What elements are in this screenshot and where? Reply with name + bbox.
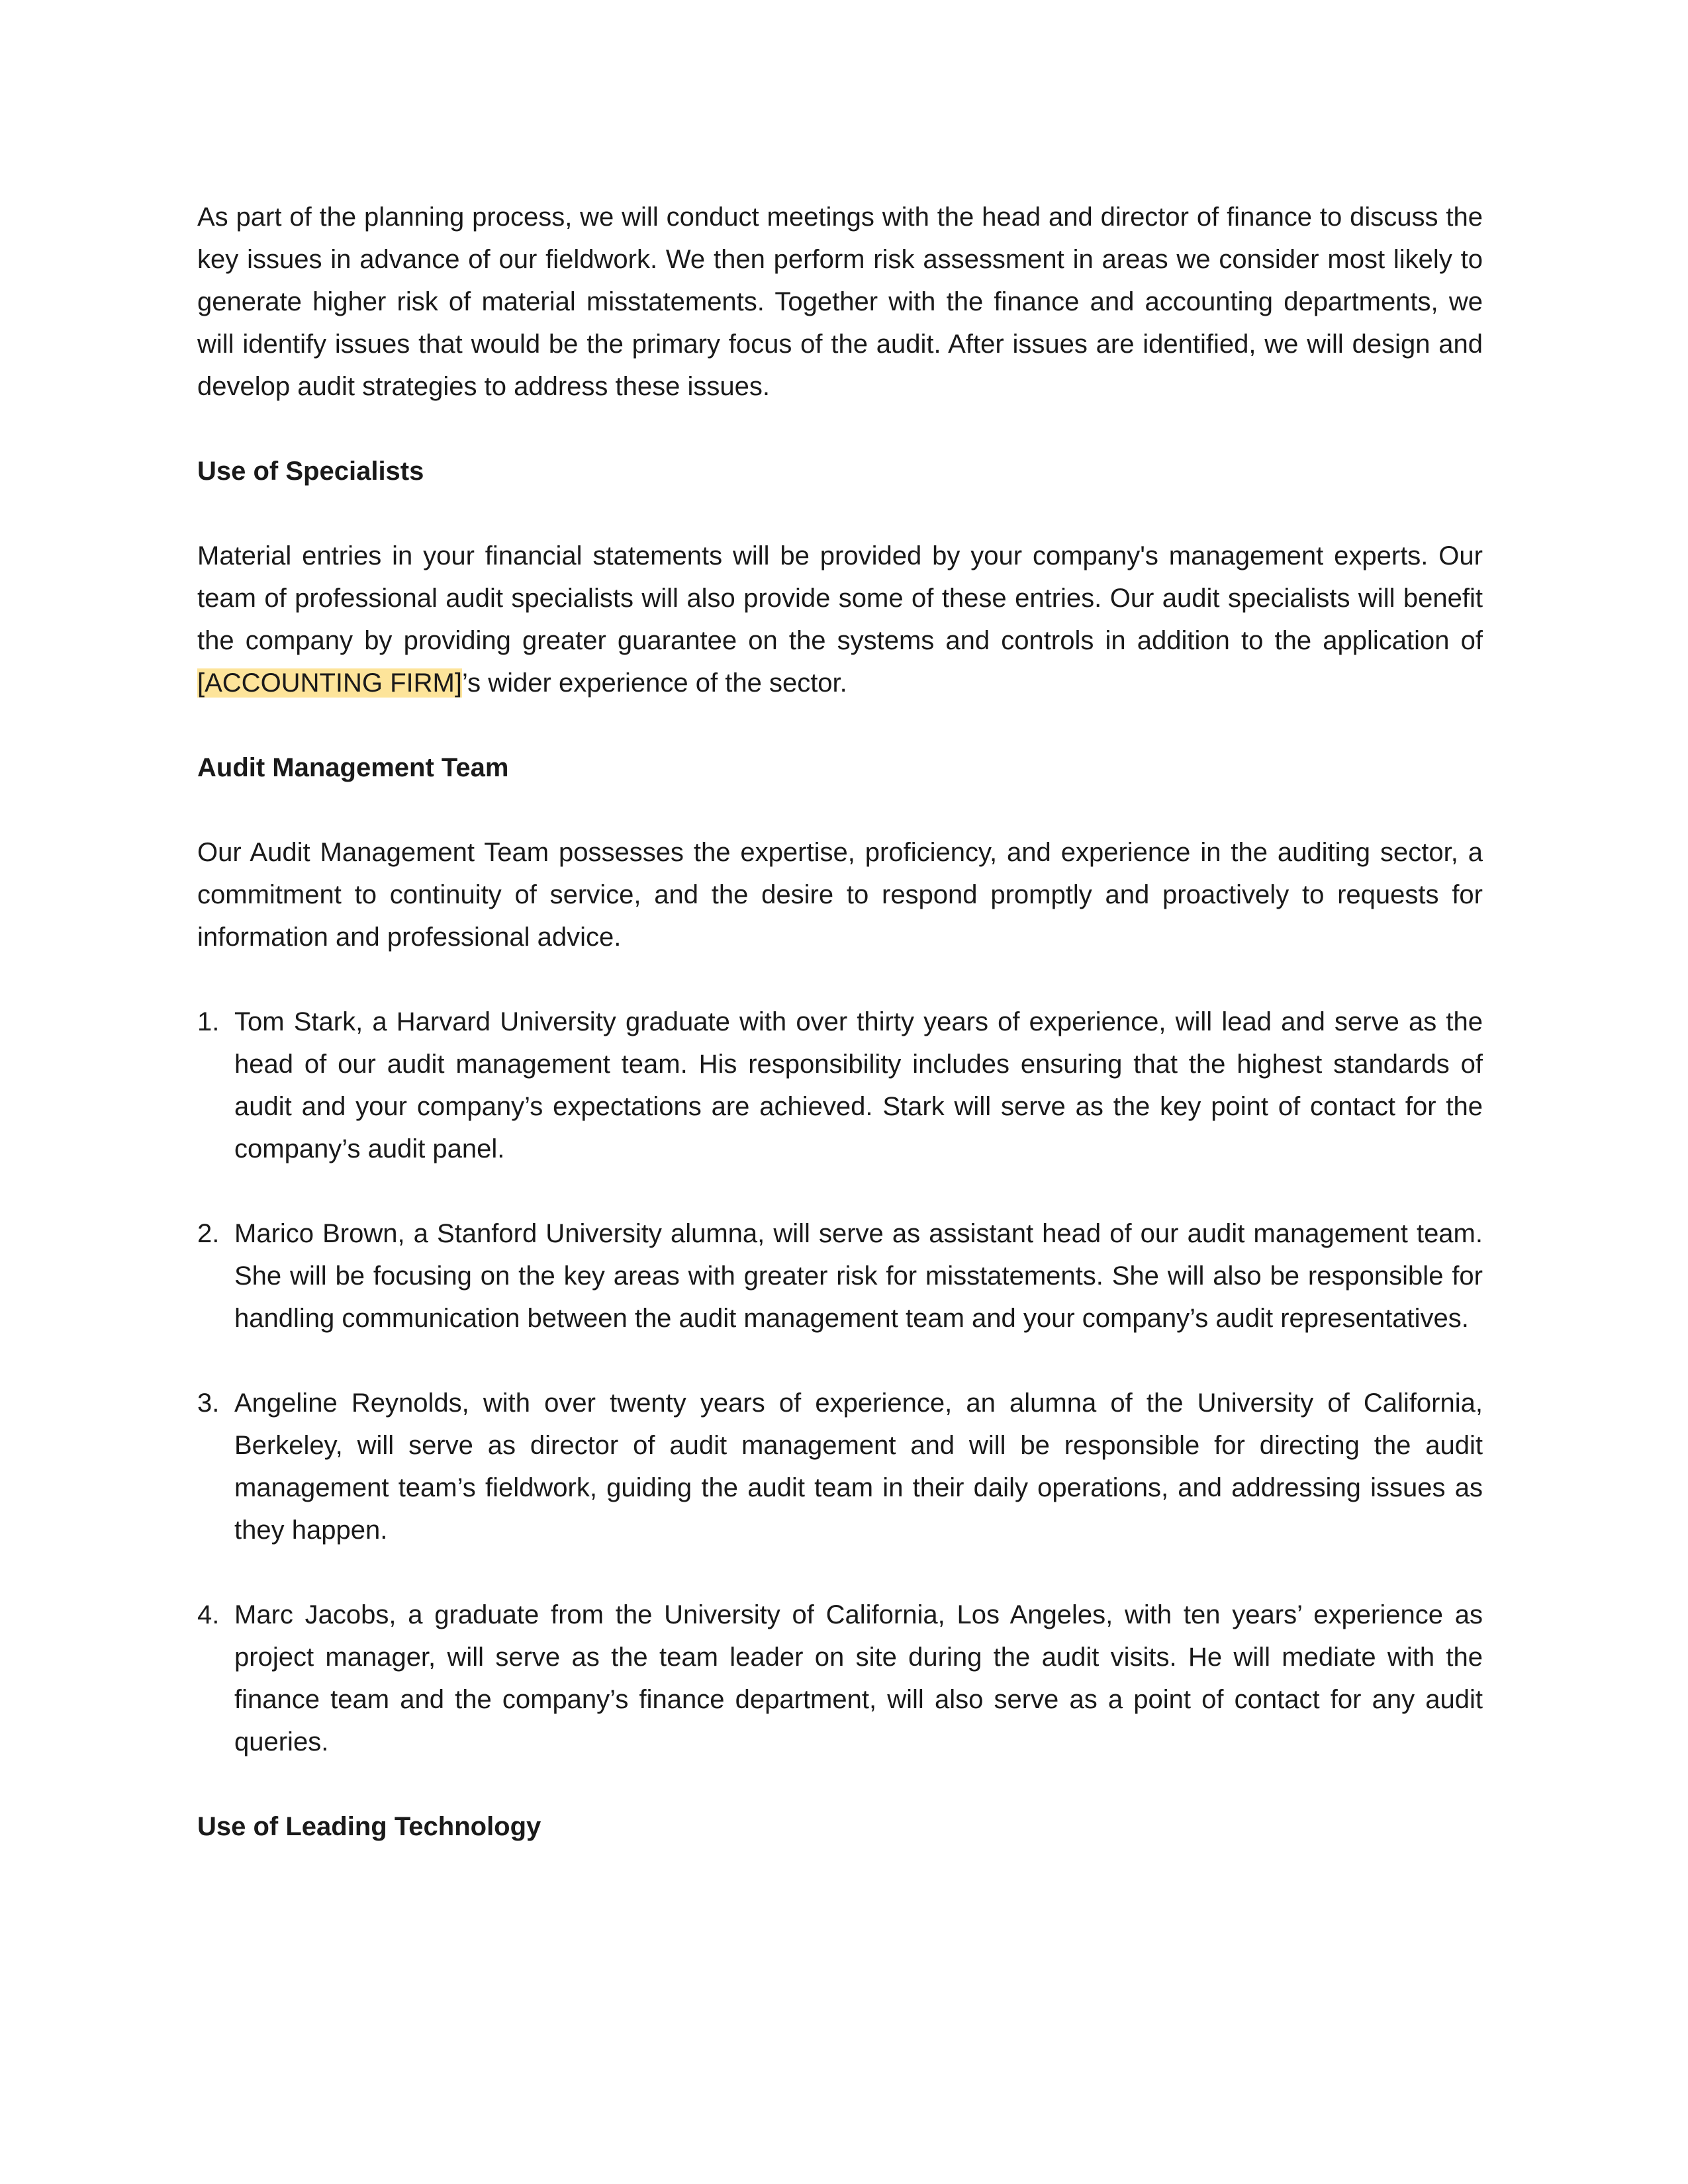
list-item-number: 1. — [197, 1007, 220, 1036]
planning-paragraph: As part of the planning process, we will conduct meetings with the head and director of finance to discuss the key issues in advance of our fieldwork. We then perform risk assessment in areas we consider most likely to generate higher risk of material misstatements. Together with the finance and accounting departments, we will identify issues that would be the primary focus of the audit. After issues are identified, we will design and develop audit strategies to address these issues. — [197, 203, 1483, 401]
specialists-paragraph — [197, 535, 1483, 704]
list-item — [197, 1212, 1483, 1340]
list-item — [197, 1382, 1483, 1551]
management-team-intro: Our Audit Management Team possesses the expertise, proficiency, and experience in the auditing sector, a commitment to continuity of service, and the desire to respond promptly and proactively to requests for information and professional advice. — [197, 838, 1483, 952]
list-item-number: 2. — [197, 1219, 220, 1248]
management-team-list — [197, 1001, 1483, 1763]
section-heading-management-team: Audit Management Team — [197, 753, 509, 782]
specialists-text-after: ’s wider experience of the sector. — [461, 668, 847, 698]
section-heading-technology: Use of Leading Technology — [197, 1812, 541, 1841]
specialists-text-before: Material entries in your financial statements will be provided by your company's management experts. Our team of professional audit specialists will also provide some of these entries. Our audit specialists will benefit the company by providing greater guarantee on the systems and controls in addition to the application of — [197, 541, 1483, 655]
list-item-text: Angeline Reynolds, with over twenty years of experience, an alumna of the University of California, Berkeley, will serve as director of audit management and will be responsible for directing the audit management team’s fieldwork, guiding the audit team in their daily operations, and addressing issues as they happen. — [234, 1388, 1483, 1545]
document-page — [197, 196, 1483, 1890]
list-item — [197, 1001, 1483, 1170]
list-item-text: Marc Jacobs, a graduate from the University of California, Los Angeles, with ten years’ experience as project manager, will serve as the team leader on site during the audit visits. He will mediate with the finance team and the company’s finance department, will also serve as a point of contact for any audit queries. — [234, 1600, 1483, 1756]
list-item-number: 4. — [197, 1600, 220, 1629]
list-item-text: Tom Stark, a Harvard University graduate with over thirty years of experience, will lead and serve as the head of our audit management team. His responsibility includes ensuring that the highest standards of audit and your company’s expectations are achieved. Stark will serve as the key point of contact for the company’s audit panel. — [234, 1007, 1483, 1163]
list-item-text: Marico Brown, a Stanford University alumna, will serve as assistant head of our audit management team. She will be focusing on the key areas with greater risk for misstatements. She will also be responsible for handling communication between the audit management team and your company’s audit representatives. — [234, 1219, 1483, 1333]
accounting-firm-placeholder: [ACCOUNTING FIRM] — [197, 668, 462, 698]
section-heading-specialists: Use of Specialists — [197, 457, 424, 486]
list-item-number: 3. — [197, 1388, 220, 1418]
list-item — [197, 1594, 1483, 1763]
